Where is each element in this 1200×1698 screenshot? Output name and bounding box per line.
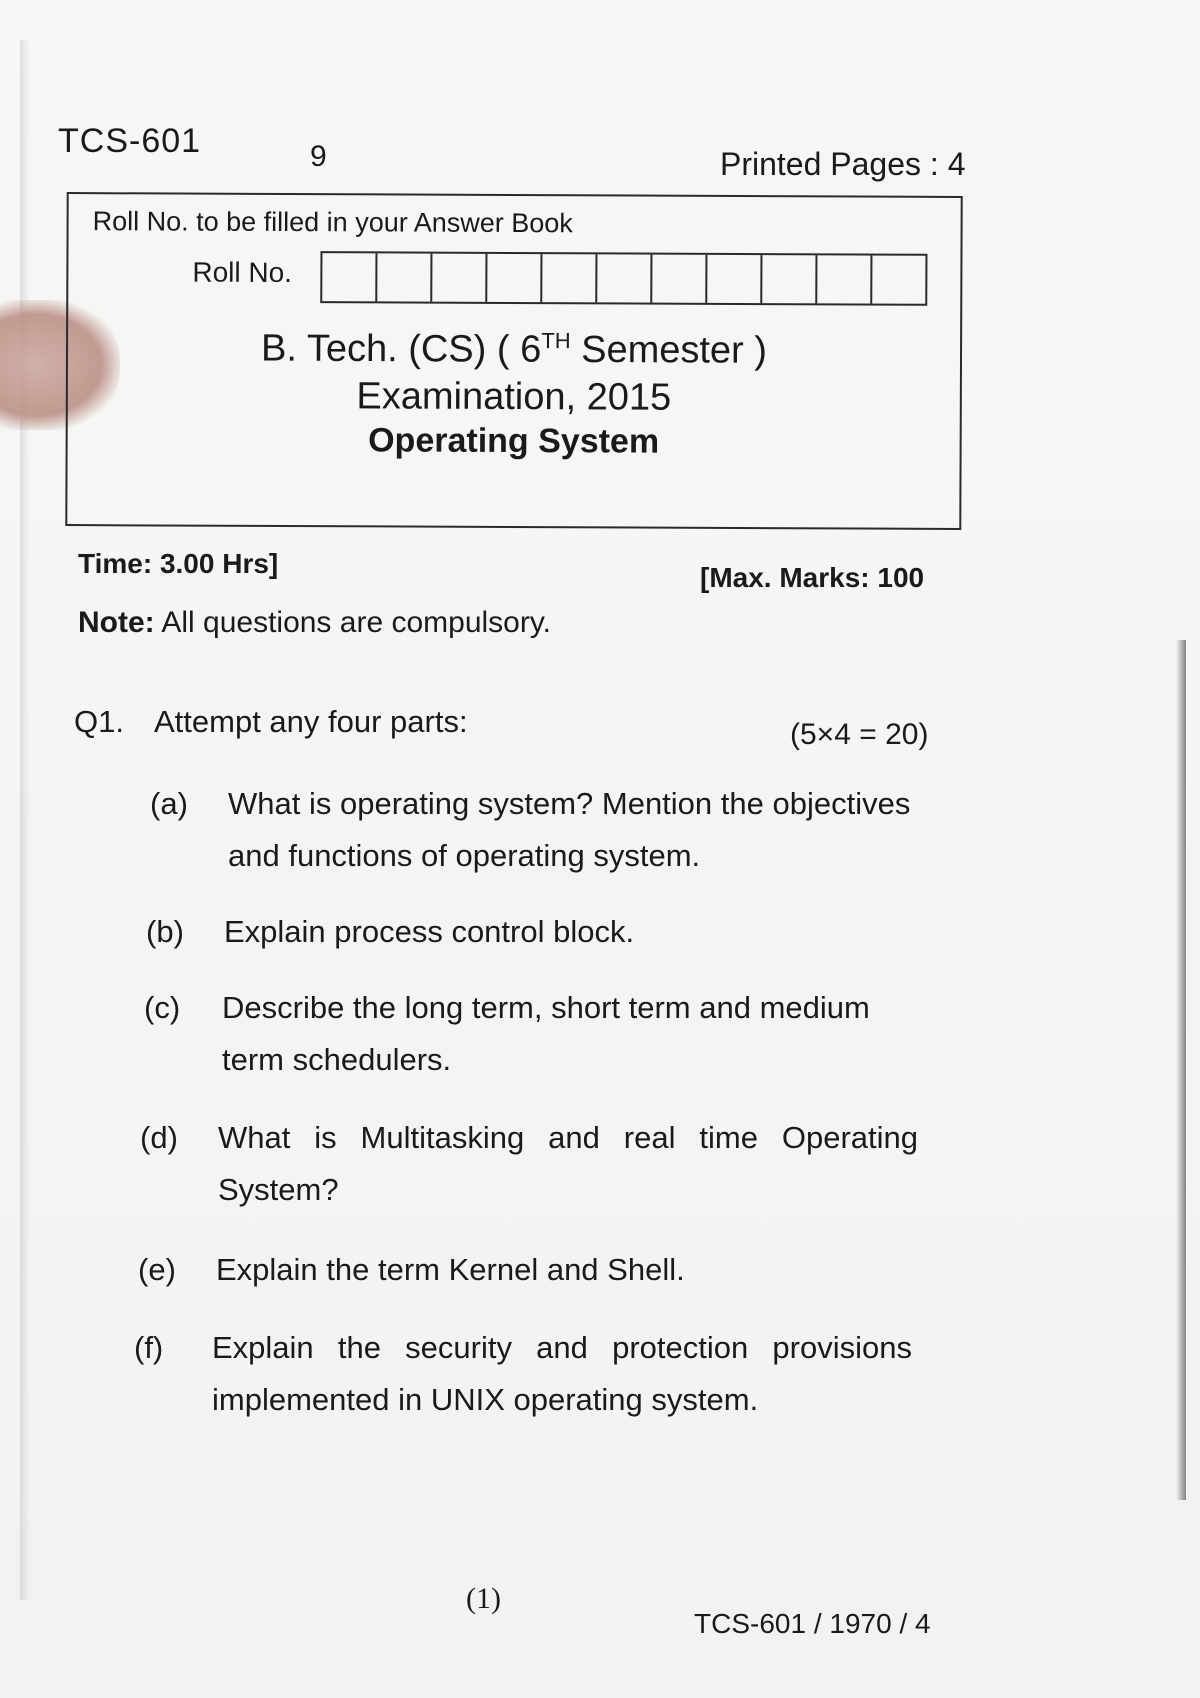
footer-paper-ref: TCS-601 / 1970 / 4 xyxy=(694,1608,931,1639)
exam-year: Examination, 2015 xyxy=(356,375,672,419)
part-label: (f) xyxy=(134,1330,164,1365)
course-title xyxy=(68,326,960,374)
part-label: (e) xyxy=(138,1252,176,1287)
course-suffix: Semester ) xyxy=(570,328,768,372)
roll-cell xyxy=(432,254,487,302)
roll-cell xyxy=(707,255,762,303)
printed-pages: Printed Pages : 4 xyxy=(720,146,966,182)
note xyxy=(78,606,551,640)
part-text: What is Multitasking and real time Operating System? xyxy=(218,1120,918,1207)
course-prefix: B. Tech. (CS) ( 6 xyxy=(261,327,542,371)
max-marks: [Max. Marks: 100 xyxy=(700,562,925,593)
roll-cell xyxy=(487,254,542,302)
roll-cell xyxy=(322,253,377,301)
paper-code: TCS-601 xyxy=(58,122,202,160)
question-heading xyxy=(74,704,468,740)
roll-cell xyxy=(542,254,597,302)
roll-label: Roll No. xyxy=(192,256,293,289)
page-edge-right xyxy=(1176,640,1186,1500)
part-text: Explain process control block. xyxy=(224,914,635,949)
part-label: (b) xyxy=(146,914,184,949)
roll-cell xyxy=(817,255,872,303)
page-number: (1) xyxy=(466,1582,501,1615)
part-label: (a) xyxy=(150,786,188,821)
question-instruction: Attempt any four parts: xyxy=(154,704,468,739)
roll-cell xyxy=(652,255,707,303)
sheet-number: 9 xyxy=(310,140,327,173)
roll-cell xyxy=(872,256,925,304)
note-label: Note: xyxy=(78,606,155,639)
part-label: (d) xyxy=(140,1120,178,1155)
subject-title: Operating System xyxy=(368,421,660,461)
part-text: Explain the term Kernel and Shell. xyxy=(216,1252,685,1287)
roll-number-cells xyxy=(320,251,927,306)
roll-cell xyxy=(597,254,652,302)
part-label: (c) xyxy=(144,990,181,1025)
part-text: Explain the security and protection provisions implemented in UNIX operating system. xyxy=(212,1330,912,1417)
roll-cell xyxy=(762,255,817,303)
page-edge-shadow xyxy=(20,40,30,1600)
roll-cell xyxy=(377,253,432,301)
question-number: Q1. xyxy=(74,704,124,739)
part-text: What is operating system? Mention the objectives and functions of operating system. xyxy=(228,786,911,873)
question-marks: (5×4 = 20) xyxy=(790,718,929,751)
roll-caption: Roll No. to be filled in your Answer Book xyxy=(92,206,573,239)
exam-time: Time: 3.00 Hrs] xyxy=(78,548,279,579)
roll-number-box xyxy=(65,192,962,530)
part-text: Describe the long term, short term and medium term schedulers. xyxy=(222,990,870,1077)
course-superscript: TH xyxy=(541,328,571,354)
note-text: All questions are compulsory. xyxy=(154,606,551,639)
